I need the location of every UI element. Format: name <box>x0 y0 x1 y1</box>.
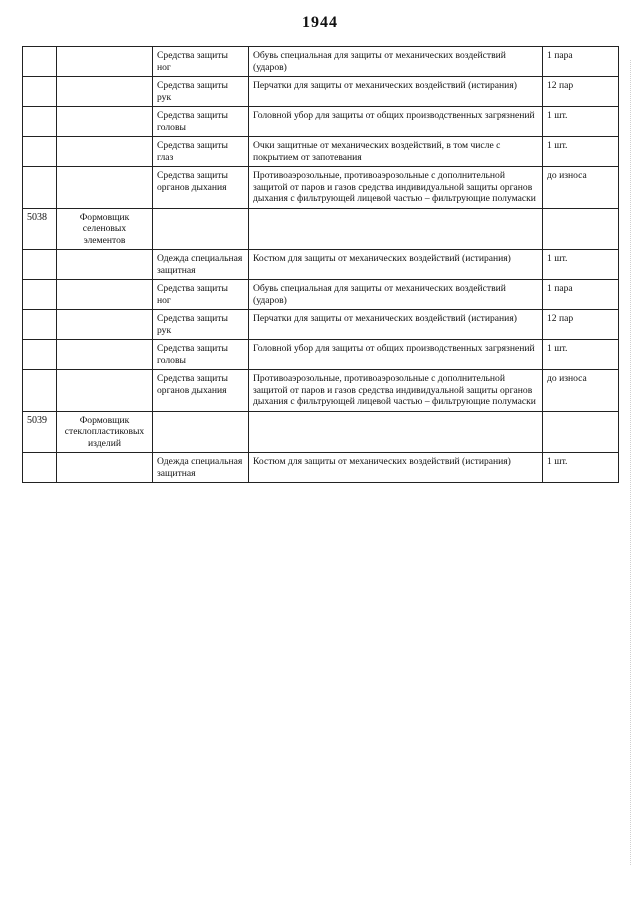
norm-cell: 1 шт. <box>543 107 619 137</box>
category-cell: Средства защиты головы <box>153 107 249 137</box>
table-row <box>23 107 619 137</box>
norm-cell <box>543 411 619 453</box>
item-cell: Костюм для защиты от механических воздействий (истирания) <box>249 453 543 483</box>
profession-cell <box>57 167 153 209</box>
item-cell: Обувь специальная для защиты от механических воздействий (ударов) <box>249 280 543 310</box>
item-cell: Очки защитные от механических воздействий, в том числе с покрытием от запотевания <box>249 137 543 167</box>
table-row <box>23 137 619 167</box>
norm-cell: 1 пара <box>543 47 619 77</box>
profession-cell <box>57 310 153 340</box>
table-row <box>23 370 619 412</box>
category-cell: Средства защиты головы <box>153 340 249 370</box>
table-row <box>23 453 619 483</box>
ppe-norms-table <box>22 46 619 483</box>
table-row <box>23 310 619 340</box>
profession-cell <box>57 453 153 483</box>
profession-cell <box>57 370 153 412</box>
norm-cell: 12 пар <box>543 77 619 107</box>
code-cell <box>23 453 57 483</box>
norm-cell: 12 пар <box>543 310 619 340</box>
profession-cell <box>57 340 153 370</box>
profession-cell <box>57 47 153 77</box>
category-cell: Средства защиты органов дыхания <box>153 370 249 412</box>
item-cell: Головной убор для защиты от общих производственных загрязнений <box>249 107 543 137</box>
page-number: 1944 <box>302 14 338 31</box>
profession-cell <box>57 77 153 107</box>
code-cell <box>23 167 57 209</box>
category-cell: Одежда специальная защитная <box>153 453 249 483</box>
item-cell: Костюм для защиты от механических воздействий (истирания) <box>249 250 543 280</box>
code-cell <box>23 370 57 412</box>
norm-cell: 1 пара <box>543 280 619 310</box>
code-cell <box>23 77 57 107</box>
profession-cell <box>57 107 153 137</box>
norm-cell: 1 шт. <box>543 340 619 370</box>
table-row <box>23 47 619 77</box>
item-cell: Противоаэрозольные, противоаэрозольные с дополнительной защитой от паров и газов средства индивидуальной защиты органов дыхания с фильтрующей лицевой частью – фильтрующие полумаски <box>249 167 543 209</box>
category-cell: Средства защиты глаз <box>153 137 249 167</box>
table-row <box>23 340 619 370</box>
profession-cell <box>57 137 153 167</box>
category-cell: Одежда специальная защитная <box>153 250 249 280</box>
category-cell: Средства защиты ног <box>153 280 249 310</box>
table-row <box>23 250 619 280</box>
category-cell: Средства защиты рук <box>153 77 249 107</box>
code-cell <box>23 310 57 340</box>
code-cell <box>23 47 57 77</box>
norm-cell: 1 шт. <box>543 137 619 167</box>
table-row <box>23 167 619 209</box>
code-cell: 5039 <box>23 411 57 453</box>
category-cell: Средства защиты органов дыхания <box>153 167 249 209</box>
category-cell <box>153 411 249 453</box>
category-cell <box>153 208 249 250</box>
item-cell: Противоаэрозольные, противоаэрозольные с дополнительной защитой от паров и газов средства индивидуальной защиты органов дыхания с фильтрующей лицевой частью – фильтрующие полумаски <box>249 370 543 412</box>
code-cell <box>23 340 57 370</box>
scan-edge-marks <box>630 60 632 865</box>
profession-cell <box>57 280 153 310</box>
ppe-norms-table-wrapper <box>22 46 618 483</box>
table-row <box>23 280 619 310</box>
norm-cell: до износа <box>543 167 619 209</box>
code-cell <box>23 137 57 167</box>
table-row <box>23 77 619 107</box>
item-cell: Перчатки для защиты от механических воздействий (истирания) <box>249 77 543 107</box>
norm-cell: 1 шт. <box>543 250 619 280</box>
code-cell <box>23 280 57 310</box>
profession-cell: Формовщик стеклопластиковых изделий <box>57 411 153 453</box>
norm-cell: 1 шт. <box>543 453 619 483</box>
norm-cell <box>543 208 619 250</box>
item-cell: Перчатки для защиты от механических воздействий (истирания) <box>249 310 543 340</box>
code-cell <box>23 250 57 280</box>
category-cell: Средства защиты ног <box>153 47 249 77</box>
table-body <box>23 47 619 483</box>
item-cell <box>249 411 543 453</box>
item-cell: Обувь специальная для защиты от механических воздействий (ударов) <box>249 47 543 77</box>
table-row <box>23 208 619 250</box>
profession-cell <box>57 250 153 280</box>
norm-cell: до износа <box>543 370 619 412</box>
table-row <box>23 411 619 453</box>
profession-cell: Формовщик селеновых элементов <box>57 208 153 250</box>
item-cell <box>249 208 543 250</box>
item-cell: Головной убор для защиты от общих производственных загрязнений <box>249 340 543 370</box>
code-cell <box>23 107 57 137</box>
code-cell: 5038 <box>23 208 57 250</box>
category-cell: Средства защиты рук <box>153 310 249 340</box>
